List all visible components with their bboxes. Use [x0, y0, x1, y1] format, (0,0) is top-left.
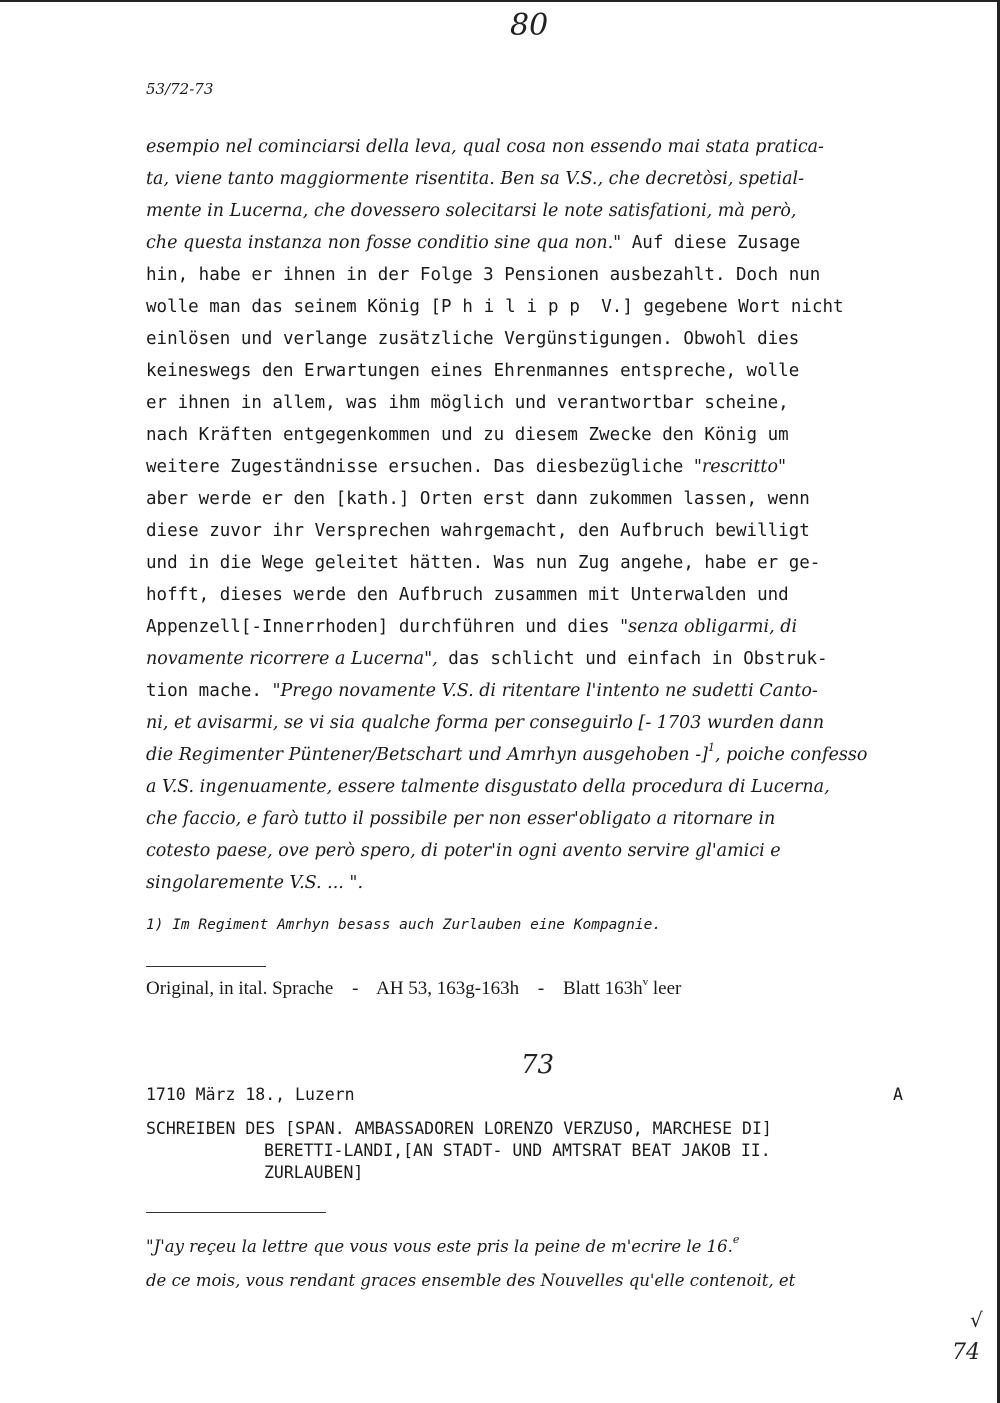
german-text-segment: V.] gegebene Wort nicht [590, 297, 844, 317]
document-title-line: SCHREIBEN DES [SPAN. AMBASSADOREN LORENZO VERZUSO, MARCHESE DI] [146, 1119, 772, 1138]
footnote-divider [146, 966, 266, 967]
quoted-text-segment: esempio nel cominciarsi della leva, qual cosa non essendo mai stata pratica- [146, 137, 824, 157]
text-line [146, 162, 936, 194]
text-line [146, 354, 936, 386]
scan-border-top [0, 0, 1000, 2]
quoted-text-segment: "J'ay reçeu la lettre que vous vous este pris la peine de m'ecrire le 16. [146, 1237, 733, 1256]
quoted-text-segment: che faccio, e farò tutto il possibile per non esser'obligato a ritornare in [146, 809, 776, 829]
quoted-text-segment: die Regimenter Püntener/Betschart und Amrhyn ausgehoben -] [146, 745, 708, 765]
german-text-segment: Philipp [441, 297, 591, 317]
german-text-segment: wolle man das seinem König [ [146, 297, 442, 317]
german-text-segment: und in die Wege geleitet hätten. Was nun Zug angehe, habe er ge- [146, 553, 821, 573]
text-line [146, 386, 936, 418]
document-reference: 53/72-73 [146, 80, 214, 98]
german-text-segment: er ihnen in allem, was ihm möglich und verantwortbar scheine, [146, 393, 789, 413]
text-line [146, 130, 936, 162]
footnote: 1) Im Regiment Amrhyn besass auch Zurlauben eine Kompagnie. [146, 917, 662, 933]
quoted-text-segment: "rescritto" [693, 457, 787, 477]
handwritten-checkmark: √ [970, 1308, 983, 1332]
text-line [146, 866, 936, 898]
text-line [146, 290, 936, 322]
text-line [146, 802, 936, 834]
source-note [146, 978, 681, 1000]
text-line [146, 578, 936, 610]
quoted-text-segment: che questa instanza non fosse conditio sine qua non." [146, 233, 622, 253]
text-line [146, 706, 936, 738]
document-date: 1710 März 18., Luzern [146, 1085, 355, 1104]
german-text-segment: nach Kräften entgegenkommen und zu diesem Zwecke den König um [146, 425, 789, 445]
text-line [146, 258, 936, 290]
letter-text [146, 1230, 936, 1298]
german-text-segment: hofft, dieses werde den Aufbruch zusammen mit Unterwalden und [146, 585, 789, 605]
superscript: 1 [707, 741, 715, 754]
text-line [146, 322, 936, 354]
source-dash: - [537, 978, 545, 999]
source-dash: - [352, 978, 359, 999]
german-text-segment: keineswegs den Erwartungen eines Ehrenmannes entspreche, wolle [146, 361, 800, 381]
document-letter: A [893, 1085, 903, 1104]
text-line [146, 226, 936, 258]
quoted-text-segment: a V.S. ingenuamente, essere talmente disgustato della procedura di Lucerna, [146, 777, 830, 797]
text-line [146, 418, 936, 450]
text-line [146, 674, 936, 706]
german-text-segment: diese zuvor ihr Versprechen wahrgemacht, den Aufbruch bewilligt [146, 521, 810, 541]
handwritten-corner-number: 74 [952, 1340, 980, 1365]
german-text-segment: das schlicht und einfach in Obstruk- [437, 649, 828, 669]
superscript: e [732, 1233, 740, 1246]
text-line [146, 482, 936, 514]
quoted-text-segment: mente in Lucerna, che dovessero solecitarsi le note satisfationi, mà però, [146, 201, 797, 221]
document-title [146, 1118, 936, 1184]
text-line [146, 834, 936, 866]
quoted-text-segment: "Prego novamente V.S. di ritentare l'intento ne sudetti Canto- [272, 681, 818, 701]
source-blank: leer [652, 978, 682, 999]
text-line [146, 610, 936, 642]
handwritten-page-number: 80 [510, 8, 549, 43]
german-text-segment: Appenzell[-Innerrhoden] durchführen und dies [146, 617, 621, 637]
body-text [146, 130, 936, 898]
text-line [146, 770, 936, 802]
german-text-segment: einlösen und verlange zusätzliche Vergünstigungen. Obwohl dies [146, 329, 800, 349]
german-text-segment: hin, habe er ihnen in der Folge 3 Pensionen ausbezahlt. Doch nun [146, 265, 821, 285]
document-title-line: ZURLAUBEN] [264, 1163, 364, 1182]
german-text-segment: aber werde er den [kath.] Orten erst dann zukommen lassen, wenn [146, 489, 810, 509]
document-title-line: BERETTI-LANDI,[AN STADT- UND AMTSRAT BEAT JAKOB II. [264, 1141, 771, 1160]
text-line [146, 450, 936, 482]
source-sheet-sup: v [642, 976, 649, 988]
text-line [146, 514, 936, 546]
text-line [146, 546, 936, 578]
title-divider [146, 1212, 326, 1213]
quoted-text-segment: ni, et avisarmi, se vi sia qualche forma per conseguirlo [- 1703 wurden dann [146, 713, 825, 733]
quoted-text-segment: , poiche confesso [714, 745, 868, 765]
text-line [146, 738, 936, 770]
quoted-text-segment: de ce mois, vous rendant graces ensemble des Nouvelles qu'elle contenoit, et [146, 1271, 796, 1290]
text-line [146, 642, 936, 674]
document-number: 73 [521, 1050, 555, 1080]
german-text-segment: tion mache. [146, 681, 273, 701]
quoted-text-segment: singolaremente V.S. ... ". [146, 873, 364, 893]
quoted-text-segment: "senza obligarmi, di [620, 617, 798, 637]
quoted-text-segment: ta, viene tanto maggiormente risentita. Ben sa V.S., che decretòsi, spetial- [146, 169, 805, 189]
source-archive: AH 53, 163g-163h [376, 978, 520, 999]
text-line [146, 1264, 936, 1298]
german-text-segment: weitere Zugeständnisse ersuchen. Das diesbezügliche [146, 457, 694, 477]
text-line [146, 1230, 936, 1264]
text-line [146, 194, 936, 226]
quoted-text-segment: novamente ricorrere a Lucerna", [146, 649, 438, 669]
source-language: Original, in ital. Sprache [146, 978, 334, 999]
german-text-segment: Auf diese Zusage [621, 233, 801, 253]
quoted-text-segment: cotesto paese, ove però spero, di poter'in ogni avento servire gl'amici e [146, 841, 781, 861]
source-sheet: Blatt 163h [562, 978, 643, 999]
